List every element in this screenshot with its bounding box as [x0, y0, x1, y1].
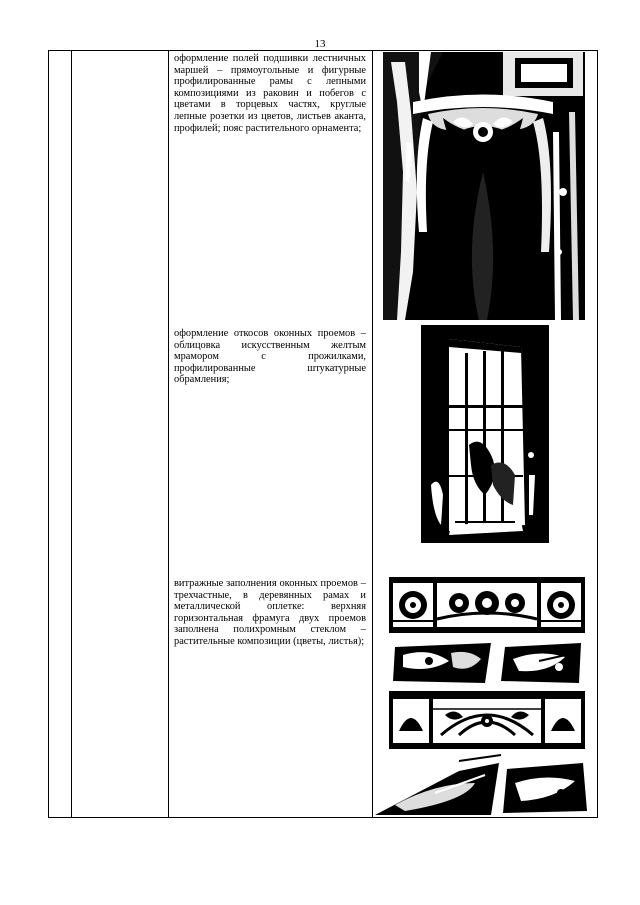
description-column	[169, 51, 373, 818]
stained-glass-transom-photo-2	[389, 691, 585, 749]
window-reveal-photo	[421, 325, 549, 543]
description-table	[48, 50, 598, 818]
table-row	[49, 51, 598, 818]
ornate-stucco-arch-photo	[383, 52, 585, 320]
description-text-stairs: оформление полей подшивки лестничных маршей – прямоугольные и фигурные профилированные рамы с лепными композициями из раковин и побегов с цветами в торцевых частях, круглые лепные розетки из цветов, листьев аканта, профилей; пояс растительного орнамента;	[174, 53, 366, 134]
image-column	[373, 51, 598, 818]
number-column	[49, 51, 72, 818]
page-number: 13	[314, 38, 326, 50]
stained-glass-fragments-photo	[389, 637, 585, 687]
name-column	[72, 51, 169, 818]
description-text-stained-glass: витражные заполнения оконных проемов – трехчастные, в деревянных рамах и металлической оплетке: верхняя горизонтальная фрамуга двух проемов заполнена полихромным стеклом – растительные композиции (цветы, листья);	[174, 578, 366, 647]
stained-glass-fragments-photo-2	[375, 753, 595, 817]
description-text-window-reveals: оформление откосов оконных проемов – облицовка искусственным желтым мрамором с прожилками, профилированные штукатурные обрамления;	[174, 328, 366, 386]
stained-glass-transom-photo	[389, 577, 585, 633]
